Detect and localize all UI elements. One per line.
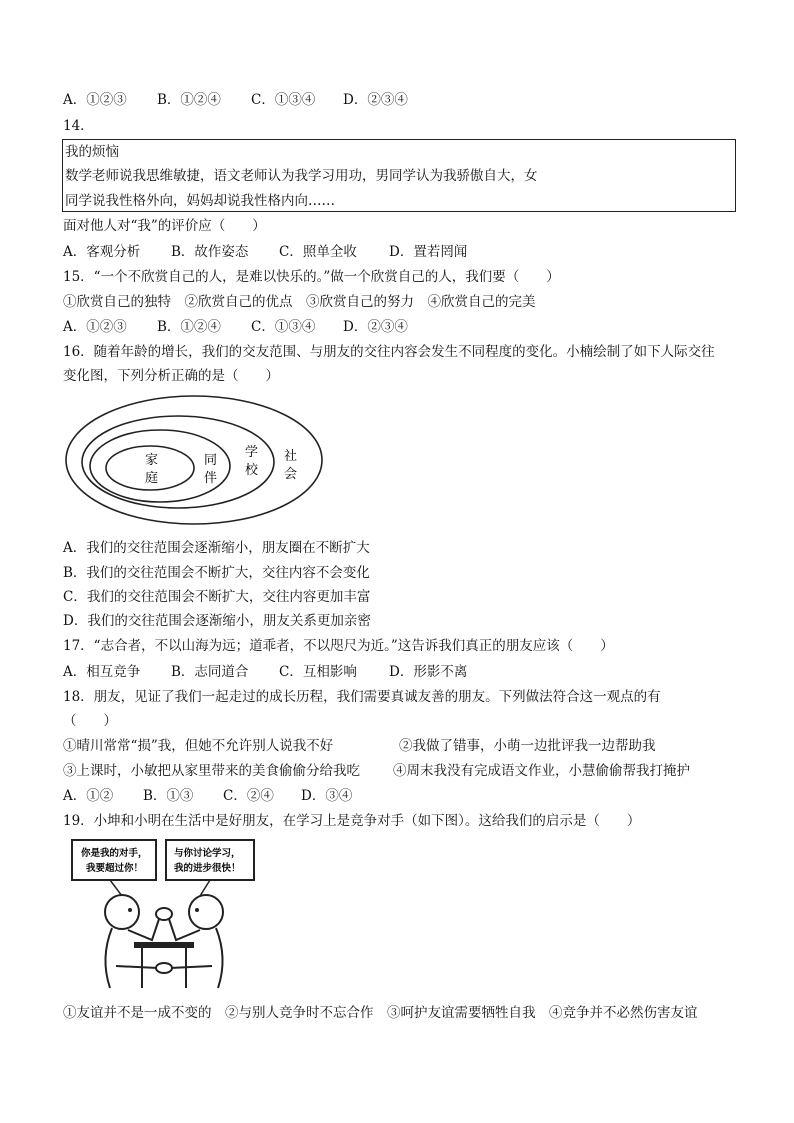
label-family-1: 家 [145,453,159,468]
table-top [134,942,194,948]
q14-option-b: B．故作姿态 [171,244,249,260]
q16-option-d: D．我们的交往范围会逐渐缩小，朋友关系更加亲密 [63,613,371,629]
q14-option-d: D．置若罔闻 [389,244,468,260]
q15-options [63,318,408,336]
label-society-2: 会 [284,467,298,482]
q17-stem: 17．“志合者，不以山海为远；道乖者，不以咫尺为近。”这告诉我们真正的朋友应该（ ） [63,638,614,654]
q18-option-c: C．②④ [223,788,274,804]
label-school-2: 校 [245,463,259,478]
q17-option-a: A．相互竞争 [63,664,141,680]
label-family-2: 庭 [145,471,159,486]
boy-left-body [105,928,112,988]
q18-item-1: ①晴川常常“损”我，但她不允许别人说我不好 [63,738,334,754]
q18-item-3: ③上课时，小敏把从家里带来的美食偷偷分给我吃 [63,763,360,779]
q16-stem-line-1: 16．随着年龄的增长，我们的交友范围、与朋友的交往内容会发生不同程度的变化。小楠绘制了如下人际交往 [63,344,715,360]
q14-box-line-1: 数学老师说我思维敏捷，语文老师认为我学习用功，男同学认为我骄傲自大，女 [65,168,538,184]
q14-option-c: C．照单全收 [279,244,357,260]
clasped-hands [156,908,172,920]
q18-option-d: D．③④ [301,788,353,804]
q18-stem-line-1: 18．朋友，见证了我们一起走过的成长历程，我们需要真诚友善的朋友。下列做法符合这一观点的有 [63,689,661,705]
bubble-right-line-2: 我的进步很快！ [174,863,241,874]
arm-wrestling-cartoon [70,838,270,996]
label-peers-1: 同 [204,453,218,468]
label-society-1: 社 [284,449,298,464]
q13-option-a: A．①②③ [63,92,127,108]
q16-option-c: C．我们的交往范围会不断扩大，交往内容更加丰富 [63,589,371,605]
q18-item-2: ②我做了错事，小萌一边批评我一边帮助我 [399,738,656,754]
bubble-left-line-1: 你是我的对手， [81,848,148,859]
q19-stem: 19．小坤和小明在生活中是好朋友，在学习上是竞争对手（如下图）。这给我们的启示是（ ） [63,813,641,829]
q18-options [63,787,352,805]
q14-options [63,243,467,261]
q14-quote-box [62,139,736,212]
bubble-tail-left [110,880,122,896]
q14-box-line-2: 同学说我性格外向，妈妈却说我性格内向…… [65,193,335,209]
speech-bubble-right [166,840,254,880]
boy-right-head [189,895,223,929]
eye-icon [128,908,132,912]
label-school-1: 学 [245,445,259,460]
q15-stem: 15．“一个不欣赏自己的人，是难以快乐的。”做一个欣赏自己的人，我们要（ ） [63,269,560,285]
q15-option-b: B．①②④ [157,319,221,335]
q14-stem: 面对他人对“我”的评价应（ ） [63,218,266,234]
q13-option-c: C．①③④ [251,92,316,108]
q14-number: 14． [63,118,94,134]
q17-option-d: D．形影不离 [389,664,468,680]
q14-box-title: 我的烦恼 [65,144,119,160]
q18-stem-line-2: （ ） [63,713,117,729]
q16-option-a: A．我们的交往范围会逐渐缩小，朋友圈在不断扩大 [63,540,370,556]
q13-option-d: D．②③④ [343,92,408,108]
bubble-left-line-2: 我要超过你！ [86,863,144,874]
q18-option-b: B．①③ [143,788,194,804]
social-circle-diagram [63,392,325,528]
q15-option-c: C．①③④ [251,319,316,335]
q17-options [63,663,467,681]
q18-item-4: ④周末我没有完成语文作业，小慧偷偷帮我打掩护 [393,763,690,779]
q16-option-b: B．我们的交往范围会不断扩大，交往内容不会变化 [63,565,370,581]
eye-icon [195,908,199,912]
label-peers-2: 伴 [204,471,218,486]
bubble-tail-right [200,880,210,896]
q16-stem-line-2: 变化图，下列分析正确的是（ ） [63,368,279,384]
boy-left-head [105,895,139,929]
q15-option-a: A．①②③ [63,319,127,335]
q15-option-d: D．②③④ [343,319,408,335]
q14-option-a: A．客观分析 [63,244,141,260]
q13-options [63,91,408,109]
q17-option-c: C．互相影响 [279,664,357,680]
ring-school [82,416,274,508]
boy-right-body [216,928,223,988]
q17-option-b: B．志同道合 [171,664,249,680]
q19-items: ①友谊并不是一成不变的 ②与别人竞争时不忘合作 ③呵护友谊需要牺牲自我 ④竞争并不必然伤害友谊 [63,1005,698,1021]
bubble-right-line-1: 与你讨论学习， [174,848,241,859]
q13-option-b: B．①②④ [157,92,221,108]
handshake-hands [156,963,172,973]
speech-bubble-left [72,840,156,880]
q18-option-a: A．①② [63,788,114,804]
q15-items: ①欣赏自己的独特 ②欣赏自己的优点 ③欣赏自己的努力 ④欣赏自己的完美 [63,294,536,310]
